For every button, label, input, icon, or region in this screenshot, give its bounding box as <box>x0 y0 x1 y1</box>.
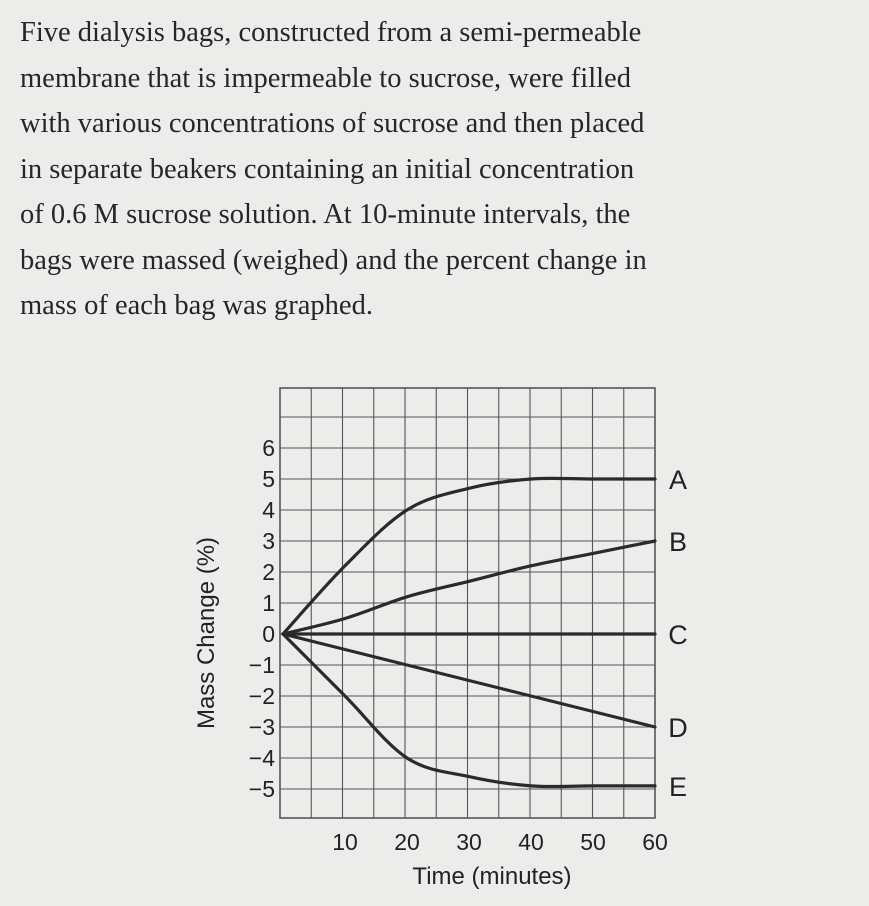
passage-line: Five dialysis bags, constructed from a semi-permeable <box>20 17 642 48</box>
series-labels <box>668 465 688 802</box>
y-tick-label: −2 <box>248 683 275 709</box>
y-tick-label: −5 <box>248 776 275 802</box>
series-label-a: A <box>668 465 688 495</box>
series-label-d: D <box>668 713 688 743</box>
y-tick-label: 3 <box>262 528 275 554</box>
x-tick-label: 50 <box>580 829 606 855</box>
x-axis-ticks <box>332 829 668 855</box>
y-tick-label: 5 <box>262 466 275 492</box>
series-line-a <box>283 478 655 634</box>
y-axis-ticks <box>249 435 275 802</box>
series-label-c: C <box>668 620 688 650</box>
series-line-e <box>283 634 655 787</box>
x-tick-label: 10 <box>332 829 358 855</box>
x-axis-label: Time (minutes) <box>412 863 572 890</box>
y-tick-label: −1 <box>248 652 275 678</box>
y-tick-label: 1 <box>262 590 275 616</box>
x-tick-label: 20 <box>394 829 420 855</box>
y-tick-label: 2 <box>262 559 275 585</box>
series-label-b: B <box>668 527 688 557</box>
x-tick-label: 30 <box>456 829 482 855</box>
y-tick-label: 6 <box>262 435 275 461</box>
passage-line: mass of each bag was graphed. <box>20 290 373 321</box>
x-tick-label: 60 <box>642 829 668 855</box>
passage-line: in separate beakers containing an initial concentration <box>20 153 635 185</box>
passage-line: of 0.6 M sucrose solution. At 10-minute intervals, the <box>20 199 631 230</box>
series-line-b <box>283 541 655 634</box>
series-line-d <box>283 634 655 727</box>
chart-series <box>283 478 655 786</box>
y-tick-label: −3 <box>248 714 275 740</box>
y-axis-label: Mass Change (%) <box>193 536 220 730</box>
passage-line: with various concentrations of sucrose and then placed <box>20 108 645 139</box>
series-label-e: E <box>668 771 688 802</box>
y-tick-label: 4 <box>262 497 275 523</box>
chart-grid <box>280 388 655 818</box>
y-tick-label: −4 <box>248 745 275 771</box>
x-tick-label: 40 <box>518 829 544 855</box>
y-tick-label: 0 <box>262 621 275 647</box>
passage-line: membrane that is impermeable to sucrose, were filled <box>20 62 631 94</box>
passage-line: bags were massed (weighed) and the percent change in <box>20 244 647 276</box>
